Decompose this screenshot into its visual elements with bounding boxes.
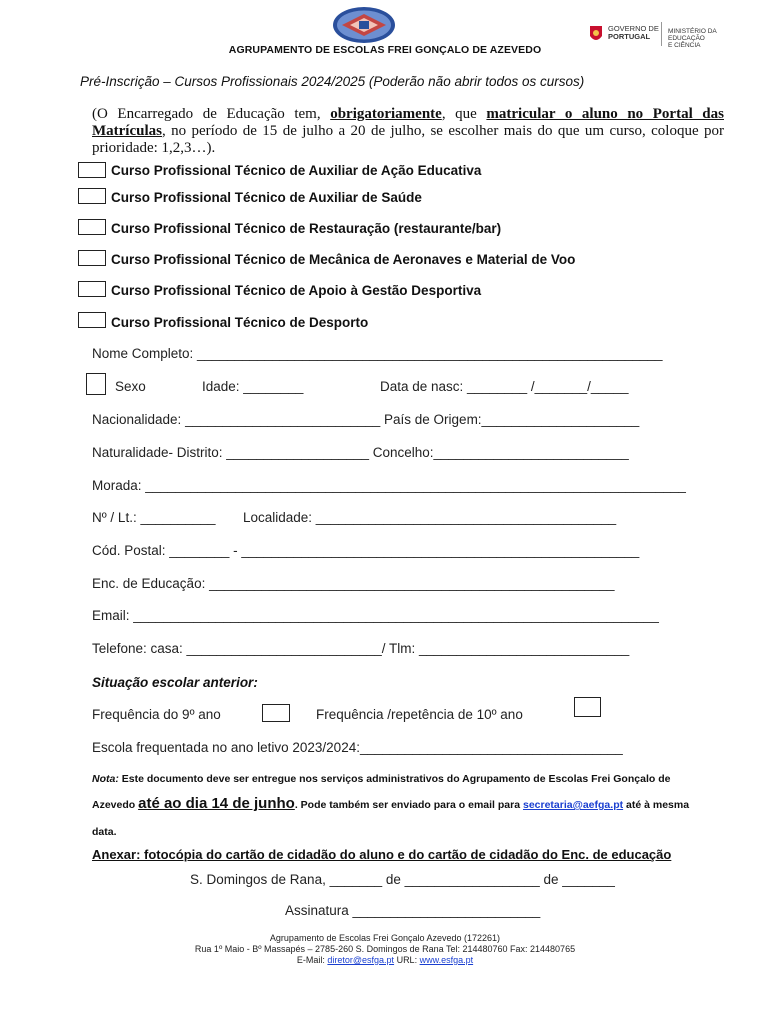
field-cod-postal[interactable]: Cód. Postal: ________ - _____________________________________________________ (92, 543, 640, 558)
gov-ministry-line2: E CIÊNCIA (668, 42, 701, 49)
course-label: Curso Profissional Técnico de Mecânica de Aeronaves e Material de Voo (111, 252, 576, 267)
field-naturalidade[interactable]: Naturalidade- Distrito: ___________________ Concelho:__________________________ (92, 445, 629, 460)
school-logo-icon (332, 6, 396, 44)
course-label: Curso Profissional Técnico de Auxiliar de Saúde (111, 190, 422, 205)
intro-bold-mandatory: obrigatoriamente (330, 106, 442, 122)
field-enc-educacao[interactable]: Enc. de Educação: ______________________________________________________ (92, 576, 615, 591)
course-checkbox[interactable] (78, 188, 106, 204)
note-line2 (92, 795, 732, 812)
course-checkbox[interactable] (78, 250, 106, 266)
signature-line[interactable]: Assinatura _________________________ (285, 903, 541, 918)
note-deadline: até ao dia 14 de junho (138, 795, 295, 812)
footer-line3 (0, 955, 770, 966)
intro-text: , no período de 15 de julho a 20 de julho, se escolher mais do que um curso, coloque por prioridade: 1,2,3…). (92, 123, 724, 156)
field-numero[interactable]: Nº / Lt.: __________ (92, 510, 216, 525)
note-text: Azevedo (92, 799, 139, 811)
sexo-box[interactable] (86, 373, 106, 395)
freq10-label: Frequência /repetência de 10º ano (316, 707, 523, 722)
intro-text: , que (441, 106, 487, 122)
course-checkbox[interactable] (78, 219, 106, 235)
freq10-checkbox[interactable] (574, 697, 601, 717)
note-email-link[interactable]: secretaria@aefga.pt (522, 799, 624, 811)
footer-url-label: URL: (394, 955, 420, 965)
footer-url-link[interactable]: www.esfga.pt (419, 955, 474, 965)
place-date[interactable]: S. Domingos de Rana, _______ de __________________ de _______ (190, 872, 615, 887)
gov-logo-line2: PORTUGAL (608, 32, 651, 41)
course-checkbox[interactable] (78, 281, 106, 297)
field-nacionalidade[interactable]: Nacionalidade: __________________________ País de Origem:_____________________ (92, 412, 640, 427)
note-text: Este documento deve ser entregue nos serviços administrativos do Agrupamento de Escolas Frei Gonçalo de (118, 773, 671, 785)
field-telefone[interactable]: Telefone: casa: __________________________/ Tlm: ____________________________ (92, 641, 630, 656)
field-nome[interactable]: Nome Completo: ______________________________________________________________ (92, 346, 663, 361)
intro-text: (O Encarregado de Educação tem, (92, 106, 331, 122)
freq9-checkbox[interactable] (262, 704, 290, 722)
anexar-text: Anexar: fotocópia do cartão de cidadão do aluno e do cartão de cidadão do Enc. de educação (92, 847, 672, 862)
footer-line2: Rua 1º Maio - Bº Massapés – 2785-260 S. Domingos de Rana Tel: 214480760 Fax: 214480765 (194, 944, 576, 954)
note-line1 (92, 773, 732, 785)
course-label: Curso Profissional Técnico de Auxiliar de Ação Educativa (111, 163, 482, 178)
course-label: Curso Profissional Técnico de Apoio à Gestão Desportiva (111, 283, 482, 298)
school-name: AGRUPAMENTO DE ESCOLAS FREI GONÇALO DE AZEVEDO (228, 44, 542, 56)
field-localidade[interactable]: Localidade: ________________________________________ (243, 510, 617, 525)
field-idade[interactable]: Idade: ________ (202, 379, 304, 394)
footer-email-label: E-Mail: (296, 955, 328, 965)
footer-line1: Agrupamento de Escolas Frei Gonçalo Azevedo (172261) (269, 933, 501, 943)
note-text: . Pode também ser enviado para o email para (294, 799, 523, 811)
course-checkbox[interactable] (78, 312, 106, 328)
government-logo (588, 22, 738, 50)
note-line3: data. (92, 826, 117, 838)
gov-logo-line1: GOVERNO DE (608, 24, 659, 33)
course-label: Curso Profissional Técnico de Desporto (111, 315, 369, 330)
course-checkbox[interactable] (78, 162, 106, 178)
intro-paragraph (92, 106, 724, 157)
government-emblem-icon (588, 24, 604, 44)
situacao-heading: Situação escolar anterior: (92, 675, 258, 690)
note-text: até à mesma (623, 799, 690, 811)
course-label: Curso Profissional Técnico de Restauração (restaurante/bar) (111, 221, 502, 236)
freq9-label: Frequência do 9º ano (92, 707, 221, 722)
field-sexo-label: Sexo (115, 379, 146, 394)
field-email[interactable]: Email: ______________________________________________________________________ (92, 608, 659, 623)
field-morada[interactable]: Morada: ________________________________________________________________________ (92, 478, 686, 493)
footer-email-link[interactable]: diretor@esfga.pt (327, 955, 395, 965)
field-data-nasc[interactable]: Data de nasc: ________ /_______/_____ (380, 379, 629, 394)
note-label: Nota: (92, 773, 119, 785)
gov-ministry-line1: MINISTÉRIO DA EDUCAÇÃO (668, 28, 717, 42)
field-escola[interactable]: Escola frequentada no ano letivo 2023/2024:___________________________________ (92, 740, 623, 755)
page-title: Pré-Inscrição – Cursos Profissionais 2024/2025 (Poderão não abrir todos os cursos) (80, 74, 585, 89)
intro-bold-portal: matricular o aluno no Portal das Matrículas (92, 106, 724, 139)
